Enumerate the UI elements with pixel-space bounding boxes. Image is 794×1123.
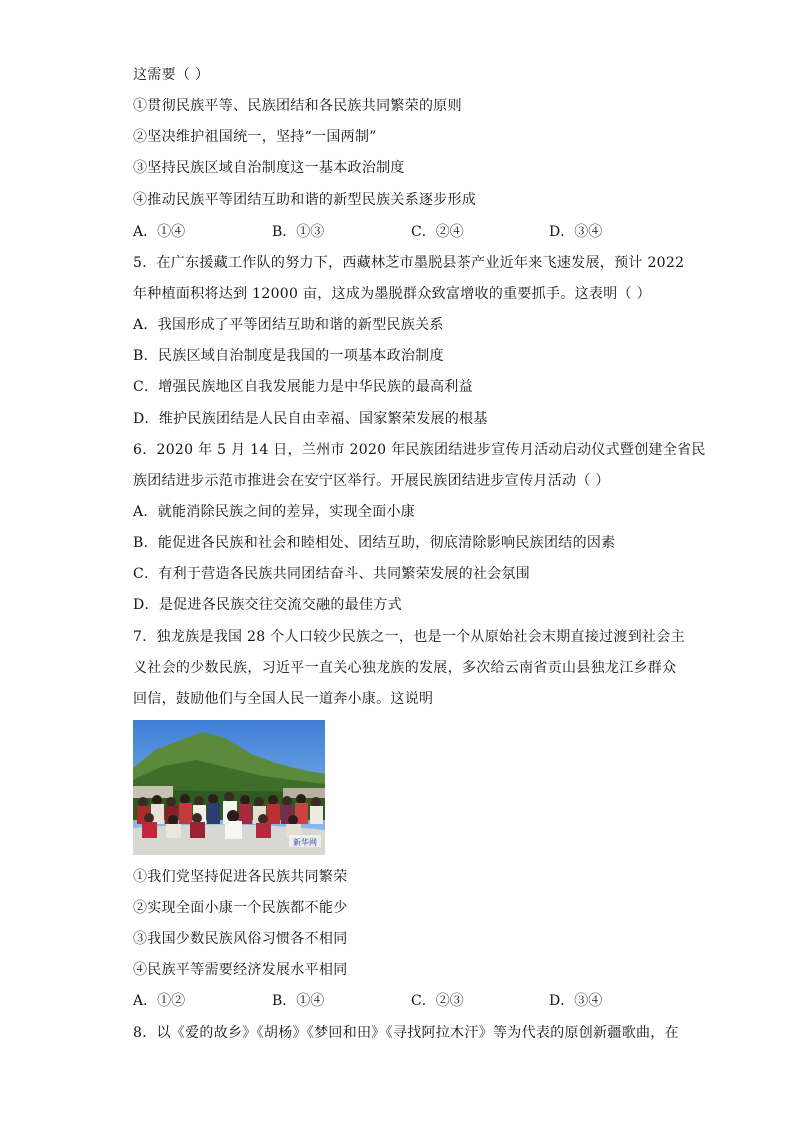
q7-photo-crowd [133,720,325,855]
q6-option-c: C．有利于营造各民族共同团结奋斗、共同繁荣发展的社会氛围 [133,566,531,582]
q4-item-4: ④推动民族平等团结互助和谐的新型民族关系逐步形成 [133,192,477,208]
q4-option-d: D．③④ [549,224,603,240]
q4-option-c: C．②④ [411,224,464,240]
q7-stem-line-2: 义社会的少数民族，习近平一直关心独龙族的发展，多次给云南省贡山县独龙江乡群众 [133,660,677,676]
q4-option-b: B．①③ [272,224,325,240]
q7-option-c: C．②③ [411,993,464,1009]
q4-item-2: ②坚决维护祖国统一，坚持“一国两制” [133,129,377,145]
q7-stem-line-1: 7．独龙族是我国 28 个人口较少民族之一，也是一个从原始社会末期直接过渡到社会主 [133,629,685,645]
q4-option-a: A．①④ [133,224,186,240]
q5-option-a: A．我国形成了平等团结互助和谐的新型民族关系 [133,317,444,333]
q7-option-b: B．①④ [272,993,325,1009]
q8-stem-line-1: 8．以《爱的故乡》《胡杨》《梦回和田》《寻找阿拉木汗》等为代表的原创新疆歌曲，在 [133,1025,679,1041]
photo-watermark: 新华网 [293,838,317,847]
q5-option-b: B．民族区域自治制度是我国的一项基本政治制度 [133,348,444,364]
q6-option-d: D．是促进各民族交往交流交融的最佳方式 [133,597,402,613]
q6-stem-line-2: 族团结进步示范市推进会在安宁区举行。开展民族团结进步宣传月活动（ ） [133,473,610,489]
q5-stem-line-2: 年种植面积将达到 12000 亩，这成为墨脱群众致富增收的重要抓手。这表明（ ） [133,286,651,302]
q7-stem-line-3: 回信，鼓励他们与全国人民一道奔小康。这说明 [133,691,434,707]
q5-stem-line-1: 5．在广东援藏工作队的努力下，西藏林芝市墨脱县茶产业近年来飞速发展，预计 2022 [133,255,685,271]
q7-option-a: A．①② [133,993,186,1009]
q7-item-3: ③我国少数民族风俗习惯各不相同 [133,931,348,947]
q7-item-1: ①我们党坚持促进各民族共同繁荣 [133,869,348,885]
q5-option-c: C．增强民族地区自我发展能力是中华民族的最高利益 [133,379,473,395]
q4-item-3: ③坚持民族区域自治制度这一基本政治制度 [133,160,405,176]
q6-option-a: A．就能消除民族之间的差异，实现全面小康 [133,504,416,520]
q6-stem-line-1: 6．2020 年 5 月 14 日，兰州市 2020 年民族团结进步宣传月活动启动仪式暨创建全省民 [133,442,706,458]
q4-item-1: ①贯彻民族平等、民族团结和各民族共同繁荣的原则 [133,98,462,114]
q7-item-4: ④民族平等需要经济发展水平相同 [133,962,348,978]
q5-option-d: D．维护民族团结是人民自由幸福、国家繁荣发展的根基 [133,411,488,427]
q7-item-2: ②实现全面小康一个民族都不能少 [133,900,348,916]
q7-option-d: D．③④ [549,993,603,1009]
q4-stem-tail: 这需要（ ） [133,67,210,83]
q6-option-b: B．能促进各民族和社会和睦相处、团结互助，彻底清除影响民族团结的因素 [133,535,616,551]
